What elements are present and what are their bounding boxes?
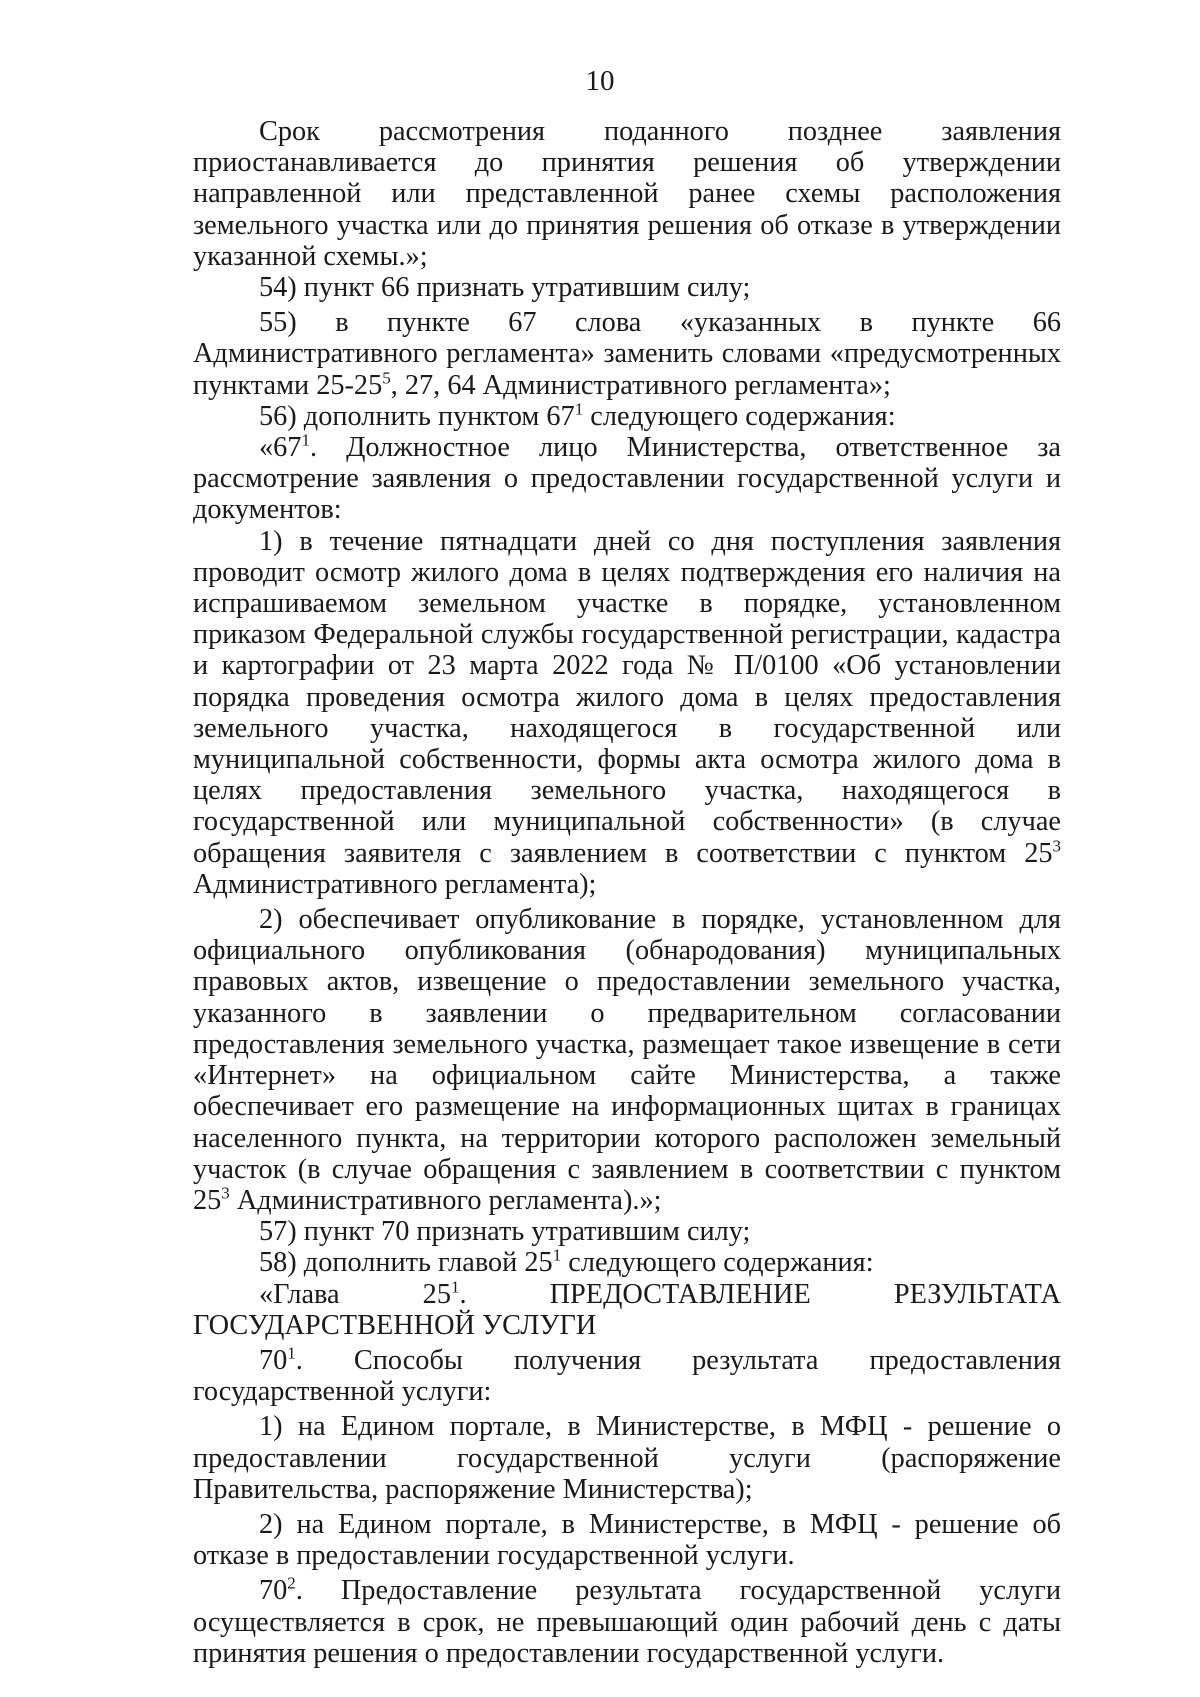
- paragraph-clause-67-1: «$67^1$. Должностное лицо Министерства, ответственное за рассмотрение заявления о предоставлении государственной услуги и документов:: [193, 430, 1061, 526]
- paragraph-item-55: 55) в пункте 67 слова «указанных в пункте 66 Административного регламента» заменить словами «предусмотренных пунктами $25-25^5$, 27, 64 Административного регламента»;: [193, 307, 1061, 401]
- paragraph-method-1: 1) на Едином портале, в Министерстве, в МФЦ - решение о предоставлении государственной услуги (распоряжение Правительства, распоряжение Министерства);: [193, 1411, 1061, 1505]
- paragraph-clause-70-1: $70^1$. Способы получения результата предоставления государственной услуги:: [193, 1343, 1061, 1408]
- paragraph-method-2: 2) на Едином портале, в Министерстве, в МФЦ - решение об отказе в предоставлении государственной услуги.: [193, 1508, 1061, 1572]
- chapter-heading-line-1: «Глава $25^1$. ПРЕДОСТАВЛЕНИЕ РЕЗУЛЬТАТА: [259, 1277, 1061, 1310]
- paragraph-suspension-term: Срок рассмотрения поданного позднее заявления приостанавливается до принятия решения об утверждении направленной или представленной ранее схемы расположения земельного участка или до принятия решения об отказе в утверждении указанной схемы.»;: [193, 116, 1061, 272]
- chapter-heading-line-2: ГОСУДАРСТВЕННОЙ УСЛУГИ: [193, 1309, 597, 1341]
- paragraph-item-57: 57) пункт 70 признать утратившим силу;: [259, 1216, 751, 1248]
- paragraph-subitem-1-inspection: 1) в течение пятнадцати дней со дня поступления заявления проводит осмотр жилого дома в целях подтверждения его наличия на испрашиваемом земельном участке в порядке, установленном приказом Федеральной службы государственной регистрации, кадастра и картографии от 23 марта 2022 года № П/0100 «Об установлении порядка проведения осмотра жилого дома в целях предоставления земельного участка, находящегося в государственной или муниципальной собственности, формы акта осмотра жилого дома в целях предоставления земельного участка, находящегося в государственной или муниципальной собственности» (в случае обращения заявителя с заявлением в соответствии с пунктом $25^3$ Административного регламента);: [193, 525, 1061, 900]
- paragraph-item-54: 54) пункт 66 признать утратившим силу;: [259, 272, 751, 304]
- paragraph-item-56: 56) дополнить пунктом $67^1$ следующего содержания:: [259, 399, 896, 432]
- page-number: 10: [585, 65, 615, 97]
- paragraph-item-58: 58) дополнить главой $25^1$ следующего содержания:: [259, 1245, 874, 1279]
- paragraph-clause-70-2: $70^2$. Предоставление результата государственной услуги осуществляется в срок, не превышающий один рабочий день с даты принятия решения о предоставлении государственной услуги.: [193, 1573, 1061, 1669]
- document-body: [193, 116, 1061, 1669]
- paragraph-subitem-2-publication: 2) обеспечивает опубликование в порядке, установленном для официального опубликования (обнародования) муниципальных правовых актов, извещение о предоставлении земельного участка, указанного в заявлении о предварительном согласовании предоставления земельного участка, размещает такое извещение в сети «Интернет» на официальном сайте Министерства, а также обеспечивает его размещение на информационных щитах в границах населенного пункта, на территории которого расположен земельный участок (в случае обращения с заявлением в соответствии с пунктом $25^3$ Административного регламента).»;: [193, 904, 1061, 1216]
